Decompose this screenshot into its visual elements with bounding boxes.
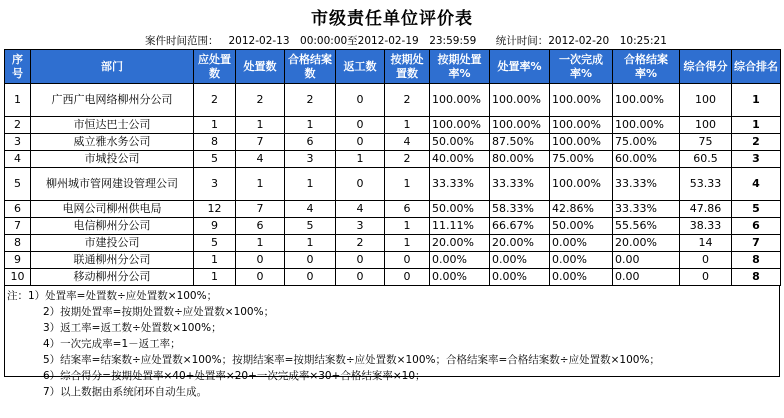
table-cell: 电信柳州分公司 <box>31 218 194 235</box>
col-header: 序号 <box>5 50 31 84</box>
table-cell: 11.11% <box>430 218 490 235</box>
table-cell: 75 <box>680 134 732 151</box>
table-cell: 8 <box>194 134 236 151</box>
table-cell: 5 <box>285 218 336 235</box>
table-cell: 1 <box>385 168 430 201</box>
table-cell: 0.00% <box>490 269 550 286</box>
table-cell: 0.00 <box>613 269 680 286</box>
col-header: 返工数 <box>336 50 385 84</box>
table-cell: 50.00% <box>430 134 490 151</box>
table-row <box>5 117 781 134</box>
table-cell: 4 <box>236 151 285 168</box>
col-header: 处置数 <box>236 50 285 84</box>
table-cell: 0.00% <box>430 269 490 286</box>
table-cell: 33.33% <box>430 168 490 201</box>
col-header: 一次完成率% <box>550 50 613 84</box>
table-cell: 3 <box>5 134 31 151</box>
table-cell: 38.33 <box>680 218 732 235</box>
table-cell: 8 <box>732 269 781 286</box>
table-cell: 4 <box>732 168 781 201</box>
note-line: 6）综合得分=按期处置率×40+处置率×20+一次完成率×30+合格结案率×10； <box>43 370 426 382</box>
table-cell: 100.00% <box>550 168 613 201</box>
table-cell: 0 <box>285 252 336 269</box>
evaluation-table-wrap <box>4 49 780 398</box>
note-line: 注：1）处置率=处置数÷应处置数×100%； <box>7 290 218 302</box>
table-cell: 1 <box>285 235 336 252</box>
table-cell: 0.00% <box>550 235 613 252</box>
table-cell: 0.00% <box>550 269 613 286</box>
table-cell: 1 <box>336 151 385 168</box>
table-cell: 53.33 <box>680 168 732 201</box>
range-label: 案件时间范围： <box>145 35 219 47</box>
table-cell: 1 <box>285 168 336 201</box>
table-cell: 0 <box>336 269 385 286</box>
table-cell: 6 <box>385 201 430 218</box>
note-line: 2）按期处置率=按期处置数÷应处置数×100%； <box>43 306 275 318</box>
table-cell: 3 <box>732 151 781 168</box>
table-cell: 100.00% <box>430 117 490 134</box>
table-cell: 8 <box>5 235 31 252</box>
col-header: 部门 <box>31 50 194 84</box>
table-cell: 0 <box>336 117 385 134</box>
table-cell: 9 <box>5 252 31 269</box>
table-cell: 60.00% <box>613 151 680 168</box>
table-cell: 0 <box>236 269 285 286</box>
table-cell: 2 <box>285 84 336 117</box>
table-cell: 联通柳州分公司 <box>31 252 194 269</box>
col-header: 综合排名 <box>732 50 781 84</box>
table-row <box>5 134 781 151</box>
table-cell: 0 <box>285 269 336 286</box>
table-cell: 0 <box>385 269 430 286</box>
table-cell: 0 <box>680 252 732 269</box>
table-cell: 4 <box>385 134 430 151</box>
table-cell: 55.56% <box>613 218 680 235</box>
table-cell: 100.00% <box>613 84 680 117</box>
page-title: 市级责任单位评价表 <box>311 9 473 29</box>
stat-label: 统计时间： <box>495 35 549 47</box>
table-cell: 2 <box>194 84 236 117</box>
table-cell: 100.00% <box>490 117 550 134</box>
table-cell: 5 <box>194 235 236 252</box>
table-cell: 0 <box>336 134 385 151</box>
col-header: 应处置数 <box>194 50 236 84</box>
table-cell: 47.86 <box>680 201 732 218</box>
table-cell: 66.67% <box>490 218 550 235</box>
table-cell: 5 <box>5 168 31 201</box>
table-cell: 0.00% <box>550 252 613 269</box>
evaluation-table <box>4 49 781 286</box>
table-cell: 6 <box>732 218 781 235</box>
table-cell: 5 <box>194 151 236 168</box>
table-cell: 0.00% <box>490 252 550 269</box>
table-cell: 75.00% <box>613 134 680 151</box>
table-cell: 20.00% <box>490 235 550 252</box>
table-cell: 2 <box>385 151 430 168</box>
table-cell: 移动柳州分公司 <box>31 269 194 286</box>
table-cell: 100.00% <box>550 84 613 117</box>
table-cell: 1 <box>385 235 430 252</box>
table-cell: 市建投公司 <box>31 235 194 252</box>
col-header: 合格结案数 <box>285 50 336 84</box>
table-cell: 1 <box>732 117 781 134</box>
table-cell: 58.33% <box>490 201 550 218</box>
table-row <box>5 168 781 201</box>
table-cell: 4 <box>336 201 385 218</box>
table-cell: 40.00% <box>430 151 490 168</box>
table-cell: 柳州城市管网建设管理公司 <box>31 168 194 201</box>
col-header: 处置率% <box>490 50 550 84</box>
table-cell: 100.00% <box>550 117 613 134</box>
table-cell: 2 <box>336 235 385 252</box>
table-row <box>5 201 781 218</box>
table-row <box>5 218 781 235</box>
table-cell: 75.00% <box>550 151 613 168</box>
table-cell: 4 <box>5 151 31 168</box>
table-cell: 6 <box>285 134 336 151</box>
table-cell: 7 <box>732 235 781 252</box>
table-header-row <box>5 50 781 84</box>
note-line: 5）结案率=结案数÷应处置数×100%；按期结案率=按期结案数÷应处置数×100%；合格结案率=合格结案数÷应处置数×100%； <box>43 354 660 366</box>
table-row <box>5 151 781 168</box>
table-cell: 12 <box>194 201 236 218</box>
table-cell: 20.00% <box>613 235 680 252</box>
table-cell: 市恒达巴士公司 <box>31 117 194 134</box>
note-line: 4）一次完成率=1－返工率； <box>43 338 181 350</box>
note-line: 3）返工率=返工数÷处置数×100%； <box>43 322 222 334</box>
table-cell: 0 <box>680 269 732 286</box>
table-cell: 14 <box>680 235 732 252</box>
table-cell: 7 <box>236 201 285 218</box>
table-cell: 50.00% <box>430 201 490 218</box>
table-cell: 威立雅水务公司 <box>31 134 194 151</box>
table-row <box>5 235 781 252</box>
table-cell: 33.33% <box>613 168 680 201</box>
table-cell: 3 <box>285 151 336 168</box>
table-cell: 7 <box>236 134 285 151</box>
table-cell: 100.00% <box>550 134 613 151</box>
table-body <box>5 84 781 286</box>
table-cell: 0 <box>385 252 430 269</box>
table-cell: 0.00% <box>430 252 490 269</box>
table-cell: 3 <box>194 168 236 201</box>
table-cell: 1 <box>236 117 285 134</box>
table-cell: 市城投公司 <box>31 151 194 168</box>
notes-block <box>4 286 780 398</box>
col-header: 合格结案率% <box>613 50 680 84</box>
table-cell: 10 <box>5 269 31 286</box>
table-cell: 100 <box>680 117 732 134</box>
table-cell: 8 <box>732 252 781 269</box>
table-cell: 50.00% <box>550 218 613 235</box>
table-cell: 100.00% <box>430 84 490 117</box>
table-cell: 4 <box>285 201 336 218</box>
note-line: 7）以上数据由系统闭环自动生成。 <box>43 386 208 398</box>
table-cell: 0 <box>336 252 385 269</box>
table-cell: 1 <box>236 235 285 252</box>
table-cell: 7 <box>5 218 31 235</box>
table-cell: 1 <box>285 117 336 134</box>
table-cell: 电网公司柳州供电局 <box>31 201 194 218</box>
table-cell: 100 <box>680 84 732 117</box>
table-cell: 1 <box>194 252 236 269</box>
table-cell: 100.00% <box>613 117 680 134</box>
table-row <box>5 252 781 269</box>
table-cell: 6 <box>236 218 285 235</box>
table-cell: 2 <box>385 84 430 117</box>
table-cell: 33.33% <box>613 201 680 218</box>
table-cell: 0 <box>336 168 385 201</box>
table-cell: 1 <box>194 269 236 286</box>
table-cell: 2 <box>5 117 31 134</box>
table-cell: 87.50% <box>490 134 550 151</box>
table-cell: 42.86% <box>550 201 613 218</box>
col-header: 按期处置率% <box>430 50 490 84</box>
report-meta <box>145 33 677 48</box>
table-cell: 9 <box>194 218 236 235</box>
table-cell: 1 <box>194 117 236 134</box>
table-cell: 0 <box>236 252 285 269</box>
table-cell: 6 <box>5 201 31 218</box>
table-cell: 0.00 <box>613 252 680 269</box>
table-cell: 1 <box>236 168 285 201</box>
range-value: 2012-02-13 00:00:00至2012-02-19 23:59:59 <box>228 35 477 47</box>
table-cell: 60.5 <box>680 151 732 168</box>
table-cell: 80.00% <box>490 151 550 168</box>
table-cell: 0 <box>336 84 385 117</box>
table-cell: 1 <box>385 218 430 235</box>
table-row <box>5 84 781 117</box>
table-cell: 20.00% <box>430 235 490 252</box>
col-header: 按期处置数 <box>385 50 430 84</box>
table-cell: 2 <box>732 134 781 151</box>
table-cell: 广西广电网络柳州分公司 <box>31 84 194 117</box>
table-row <box>5 269 781 286</box>
table-cell: 3 <box>336 218 385 235</box>
table-cell: 1 <box>5 84 31 117</box>
col-header: 综合得分 <box>680 50 732 84</box>
table-cell: 33.33% <box>490 168 550 201</box>
table-cell: 100.00% <box>490 84 550 117</box>
table-cell: 5 <box>732 201 781 218</box>
table-cell: 2 <box>236 84 285 117</box>
table-cell: 1 <box>732 84 781 117</box>
table-cell: 1 <box>385 117 430 134</box>
stat-value: 2012-02-20 10:25:21 <box>548 35 667 47</box>
